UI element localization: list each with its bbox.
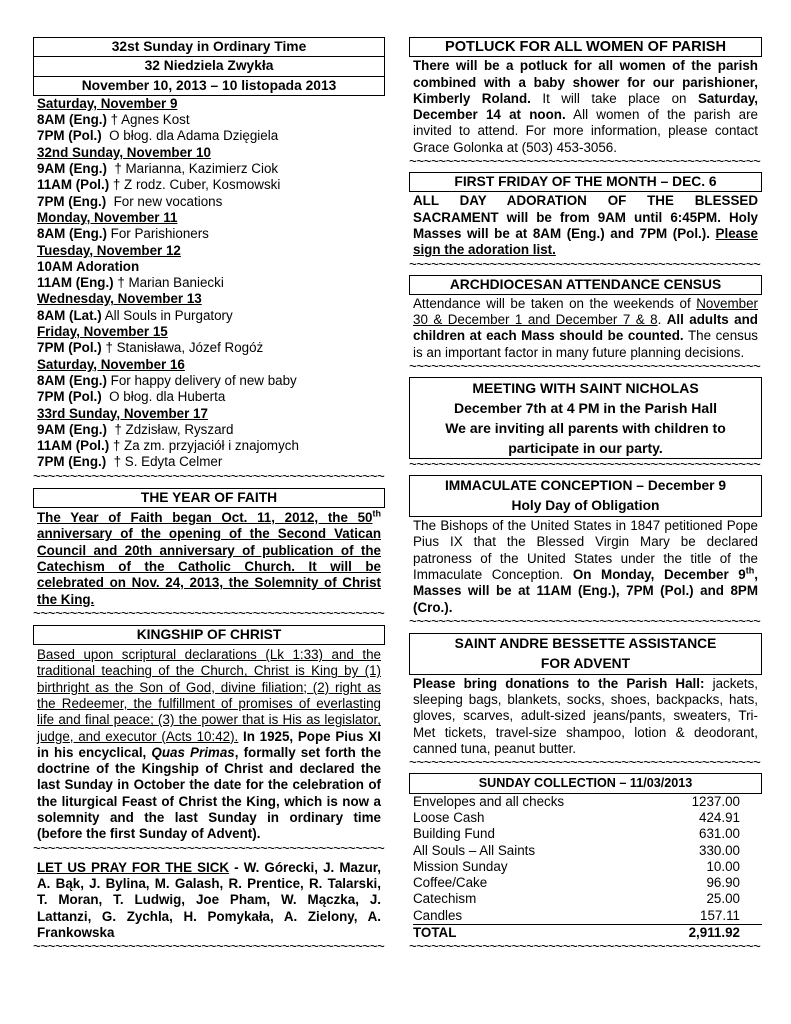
total-label: TOTAL (413, 924, 648, 941)
text: It will be celebrated on Nov. 24, 2013, the Solemnity of Christ the King. (37, 558, 382, 607)
text: The census is an important factor in many future planning decisions. (413, 328, 759, 360)
schedule-day: Wednesday, November 13 (37, 291, 202, 307)
immaculate-text (409, 517, 762, 616)
separator: ~~~~~~~~~~~~~~~~~~~~~~~~~~~~~~~~~~~~~~~~~~~~~~~~ (409, 258, 761, 271)
section-title: THE YEAR OF FAITH (140, 489, 278, 505)
section-title: POTLUCK FOR ALL WOMEN OF PARISH (444, 39, 727, 55)
mass-intention: O błog. dla Huberta (101, 389, 226, 405)
kingship-text (33, 645, 385, 843)
mass-time: 11AM (Pol.) (37, 438, 110, 454)
header-line: 32st Sunday in Ordinary Time (111, 39, 307, 54)
mass-time: 10AM Adoration (37, 258, 140, 274)
kingship-title (33, 625, 385, 645)
separator: ~~~~~~~~~~~~~~~~~~~~~~~~~~~~~~~~~~~~~~~~~~~~~~~~ (409, 757, 761, 770)
collection-label: Loose Cash (413, 809, 485, 825)
nicholas-line: December 7th at 4 PM in the Parish Hall (454, 400, 717, 417)
section-title: IMMACULATE CONCEPTION – December 9 (444, 478, 727, 494)
prayer-list (33, 855, 385, 941)
prayer-heading: LET US PRAY FOR THE SICK (37, 859, 230, 875)
total-value: 2,911.92 (648, 924, 762, 941)
schedule-mass (37, 194, 385, 210)
mass-time: 11AM (Pol.) (37, 177, 110, 193)
mass-intention: † Marian Baniecki (113, 275, 224, 291)
mass-intention: † Stanisława, Józef Rogóż (101, 340, 264, 356)
separator: ~~~~~~~~~~~~~~~~~~~~~~~~~~~~~~~~~~~~~~~~~~~~~~~~ (409, 156, 761, 169)
collection-value: 1237.00 (691, 793, 740, 809)
schedule-mass (37, 177, 385, 193)
section-title: SUNDAY COLLECTION – 11/03/2013 (478, 776, 693, 791)
collection-value: 96.90 (706, 875, 740, 891)
bessette-title (409, 633, 762, 675)
separator: ~~~~~~~~~~~~~~~~~~~~~~~~~~~~~~~~~~~~~~~~~~~~~~~~ (33, 470, 385, 483)
collection-label: Coffee/Cake (413, 875, 488, 891)
text: anniversary of the opening of the Second Vatican Council and 20th anniversary of publication of the Catechism of the Catholic Church. (37, 526, 381, 574)
text: There will be a potluck for all women of the parish combined with a baby shower for our parishioner, Kimberly Roland. (413, 58, 758, 106)
separator: ~~~~~~~~~~~~~~~~~~~~~~~~~~~~~~~~~~~~~~~~~~~~~~~~ (409, 361, 761, 374)
separator: ~~~~~~~~~~~~~~~~~~~~~~~~~~~~~~~~~~~~~~~~~~~~~~~~ (33, 842, 385, 855)
collection-value: 424.91 (699, 809, 740, 825)
text: It will take place on (530, 90, 698, 106)
collection-value: 25.00 (706, 891, 740, 907)
nicholas-line: We are inviting all parents with children to (445, 420, 726, 437)
text: The Bishops of the United States in 1847 petitioned Pope Pius IX that the Blessed Virgin Mary be declared patroness of the United States under the title of the Immaculate Conception. (413, 518, 758, 582)
text: jackets, sleeping bags, blankets, socks, shoes, backpacks, hats, gloves, scarves, adult-sized jeans/pants, sweaters, Tri-Met tickets, travel-size shampoo, lotion & deodorant, canned tuna, peanut butter. (413, 675, 758, 757)
collection-label: Catechism (413, 891, 477, 907)
collection-label: Candles (413, 907, 463, 923)
left-column (33, 37, 385, 953)
collection-total-row (413, 924, 762, 941)
nicholas-line: participate in our party. (508, 440, 663, 457)
mass-time: 8AM (Eng.) (37, 226, 107, 242)
schedule-mass (37, 112, 385, 128)
mass-time: 7PM (Eng.) (37, 454, 107, 470)
mass-intention: † Za zm. przyjaciół i znajomych (109, 438, 299, 454)
nicholas-box (409, 377, 762, 459)
mass-time: 8AM (Eng.) (37, 372, 107, 388)
text: , formally set forth the doctrine of the Kingship of Christ and declared the last Sunday in October the date for the celebration of the liturgical Feast of Christ the King, which is now a solemnity and the last Sunday in ordinary time (before the first Sunday of Advent). (37, 744, 382, 842)
text: In 1925, Pope Pius XI in his encyclical, (37, 728, 381, 760)
collection-label: Envelopes and all checks (413, 793, 565, 809)
mass-schedule-list (33, 96, 385, 471)
collection-title (409, 773, 762, 793)
collection-table (409, 794, 762, 942)
schedule-mass (37, 308, 385, 324)
schedule-mass (37, 161, 385, 177)
mass-intention: † Marianna, Kazimierz Ciok (106, 161, 279, 177)
text: Please bring donations to the Parish Hall: (413, 675, 705, 691)
text: All adults and children at each Mass should be counted. (413, 312, 758, 344)
mass-intention: All Souls in Purgatory (101, 307, 233, 323)
superscript: th (372, 508, 381, 519)
collection-value: 631.00 (699, 826, 740, 842)
collection-row (413, 826, 762, 842)
section-title: KINGSHIP OF CHRIST (136, 626, 282, 642)
text: , Masses will be at 11AM (Eng.), 7PM (Pol.) and 8PM (Cro.). (413, 566, 758, 615)
schedule-mass (37, 422, 385, 438)
collection-label: Mission Sunday (413, 858, 508, 874)
schedule-mass (37, 226, 385, 242)
text: November 30 & December 1 and December 7 & 8 (413, 295, 758, 328)
section-subtitle: FOR ADVENT (540, 655, 631, 671)
year-of-faith-title (33, 488, 385, 508)
collection-row (413, 810, 762, 826)
right-column (409, 37, 762, 953)
schedule-mass (37, 389, 385, 405)
immaculate-title (409, 475, 762, 517)
mass-time: 9AM (Eng.) (37, 421, 107, 437)
schedule-mass (37, 438, 385, 454)
mass-intention: † Z rodz. Cuber, Kosmowski (109, 177, 281, 193)
mass-time: 7PM (Pol.) (37, 128, 102, 144)
schedule-day: Saturday, November 16 (37, 356, 185, 372)
mass-intention: For Parishioners (106, 226, 209, 242)
schedule-day: Saturday, November 9 (37, 95, 178, 111)
text: . (657, 312, 667, 328)
collection-row (413, 843, 762, 859)
schedule-mass (37, 454, 385, 470)
text: The Year of Faith began Oct. 11, 2012, the 50 (37, 510, 373, 526)
year-of-faith-text (33, 508, 385, 608)
potluck-title (409, 37, 762, 57)
text: ALL DAY ADORATION OF THE BLESSED SACRAMENT will be from 9AM until 6:45PM. Holy Masses will be at 8AM (Eng.) and 7PM (Pol.). (413, 193, 758, 241)
schedule-day: Friday, November 15 (37, 324, 168, 340)
collection-row (413, 794, 762, 810)
schedule-day: Tuesday, November 12 (37, 242, 181, 258)
schedule-mass (37, 259, 385, 275)
bessette-text (409, 675, 762, 757)
collection-row (413, 875, 762, 891)
mass-schedule-header (33, 37, 385, 96)
schedule-day: 32nd Sunday, November 10 (37, 144, 211, 160)
text: Please sign the adoration list. (413, 225, 758, 258)
schedule-mass (37, 373, 385, 389)
collection-row (413, 859, 762, 875)
separator: ~~~~~~~~~~~~~~~~~~~~~~~~~~~~~~~~~~~~~~~~~~~~~~~~ (409, 615, 761, 628)
nicholas-line: MEETING WITH SAINT NICHOLAS (472, 380, 699, 397)
mass-time: 11AM (Eng.) (37, 275, 114, 291)
collection-rows (413, 794, 762, 942)
mass-intention: † S. Edyta Celmer (106, 454, 223, 470)
collection-label: Building Fund (413, 826, 495, 842)
mass-time: 7PM (Eng.) (37, 193, 107, 209)
collection-value: 330.00 (699, 842, 740, 858)
collection-label: All Souls – All Saints (413, 842, 536, 858)
schedule-day: Monday, November 11 (37, 209, 178, 225)
section-title: ARCHDIOCESAN ATTENDANCE CENSUS (449, 276, 722, 292)
superscript: th (745, 565, 755, 576)
mass-intention: For new vocations (106, 193, 223, 209)
header-line: November 10, 2013 – 10 listopada 2013 (81, 77, 337, 93)
collection-value: 157.11 (700, 907, 740, 923)
section-subtitle: Holy Day of Obligation (511, 498, 660, 514)
separator: ~~~~~~~~~~~~~~~~~~~~~~~~~~~~~~~~~~~~~~~~~~~~~~~~ (409, 459, 761, 472)
mass-time: 8AM (Eng.) (37, 112, 107, 128)
text: All women of the parish are invited to attend. For more information, please contact Grace Golonka at (503) 453-3056. (413, 107, 758, 155)
first-friday-text (409, 192, 762, 258)
text: Quas Primas (151, 744, 235, 760)
section-title: FIRST FRIDAY OF THE MONTH – DEC. 6 (454, 174, 717, 190)
mass-time: 7PM (Pol.) (37, 389, 102, 405)
schedule-mass (37, 128, 385, 144)
first-friday-title (409, 172, 762, 192)
mass-intention: For happy delivery of new baby (106, 372, 297, 388)
header-line: 32 Niedziela Zwykła (34, 56, 384, 76)
separator: ~~~~~~~~~~~~~~~~~~~~~~~~~~~~~~~~~~~~~~~~~~~~~~~~ (33, 941, 385, 954)
schedule-mass (37, 275, 385, 291)
census-title (409, 275, 762, 295)
separator: ~~~~~~~~~~~~~~~~~~~~~~~~~~~~~~~~~~~~~~~~~~~~~~~~ (409, 941, 761, 954)
collection-row (413, 908, 762, 925)
collection-row (413, 891, 762, 907)
collection-value: 10.00 (706, 858, 740, 874)
mass-time: 8AM (Lat.) (37, 307, 102, 323)
section-title: SAINT ANDRE BESSETTE ASSISTANCE (454, 635, 717, 651)
schedule-day: 33rd Sunday, November 17 (37, 405, 208, 421)
schedule-mass (37, 340, 385, 356)
text: - W. Górecki, J. Mazur, A. Bąk, J. Bylina, M. Galash, R. Prentice, R. Talarski, T. Moran, T. Ludwig, Joe Pham, W. Mączka, J. Lattanzi, G. Zychla, H. Pomykała, A. Zielony, A. Frankowska (37, 859, 381, 940)
text: On Monday, December 9 (572, 566, 746, 582)
mass-intention: † Agnes Kost (106, 112, 190, 128)
text: Attendance will be taken on the weekends of (413, 295, 697, 311)
text: Saturday, December 14 at noon. (413, 90, 758, 123)
text: Based upon scriptural declarations (Lk 1:33) and the traditional teaching of the Church, Christ is King by (1) birthright as the Son of God, divine filiation; (2) right as the Redeemer, the fulfillment of promises of everlasting life and final peace; (3) the power that is His as legislator, judge, and executor (Acts 10:42). (37, 647, 381, 744)
potluck-text (409, 57, 762, 156)
mass-time: 7PM (Pol.) (37, 340, 102, 356)
mass-time: 9AM (Eng.) (37, 161, 107, 177)
census-text (409, 295, 762, 361)
mass-intention: † Zdzisław, Ryszard (106, 421, 234, 437)
mass-intention: O błog. dla Adama Dzięgiela (101, 128, 279, 144)
separator: ~~~~~~~~~~~~~~~~~~~~~~~~~~~~~~~~~~~~~~~~~~~~~~~~ (33, 607, 385, 620)
